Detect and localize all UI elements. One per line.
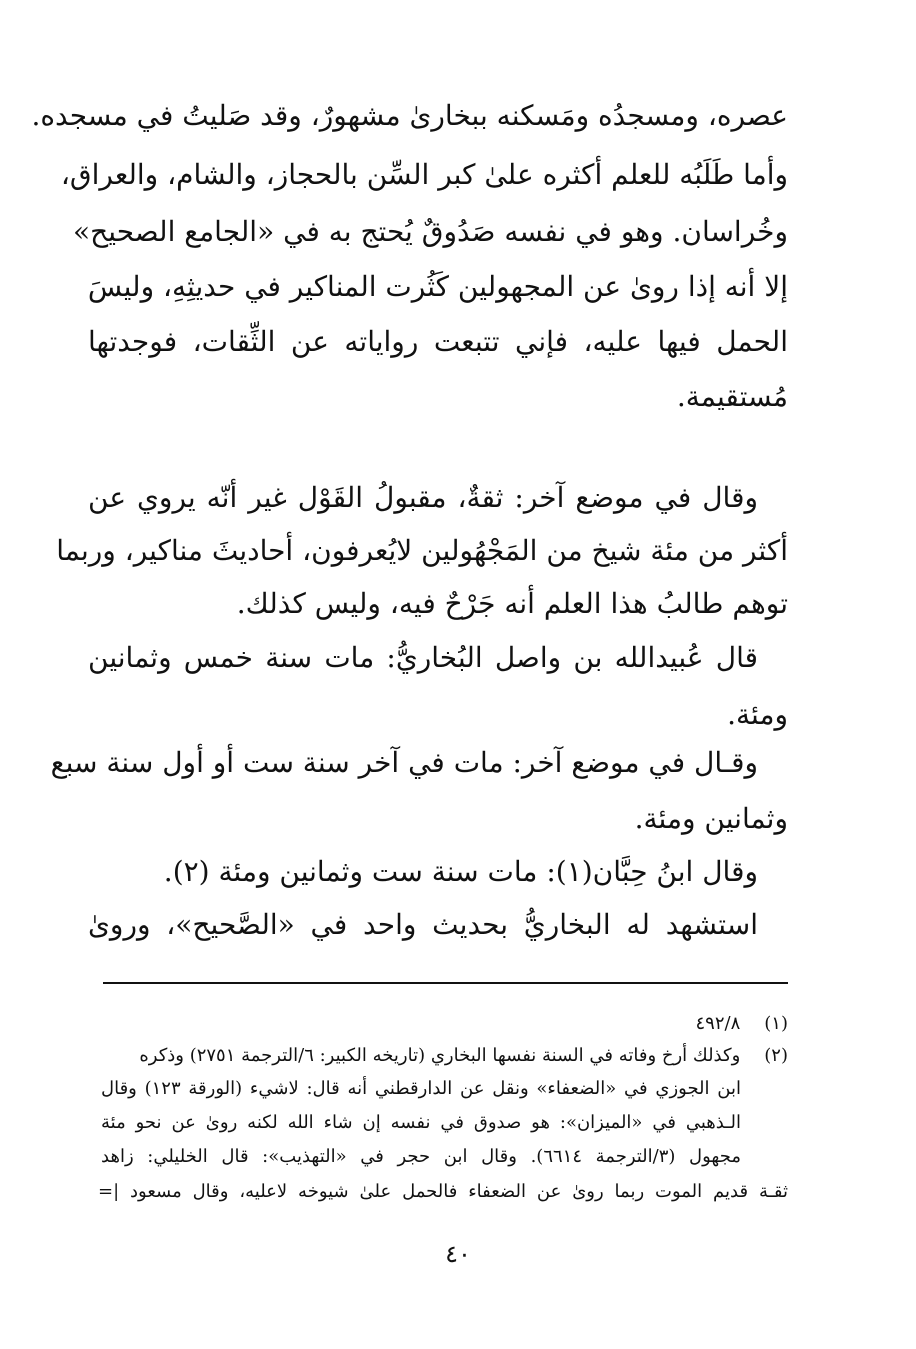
body-line: ومئة. [727, 698, 788, 731]
footnote-line: مجهول (٣/الترجمة ٦٦١٤). وقال ابن حجر في «التهذيب»: قال الخليلي: زاهد [101, 1146, 741, 1167]
footnote-number: (٢) [764, 1045, 788, 1066]
body-line: إلا أنه إذا روىٰ عن المجهولين كَثُرت المناكير في حديثِهِ، وليسَ [87, 270, 788, 303]
body-line: عصره، ومسجدُه ومَسكنه ببخارىٰ مشهورٌ، وقد صَليتُ في مسجده. [31, 99, 788, 132]
body-line: وقـال في موضع آخر: مات في آخر سنة ست أو أول سنة سبع [50, 746, 758, 779]
body-line: وأما طَلَبُه للعلم أكثره علىٰ كبر السِّن بالحجاز، والشام، والعراق، [60, 158, 788, 191]
footnote-line: ابن الجوزي في «الضعفاء» ونقل عن الدارقطني أنه قال: لاشيء (الورقة ١٢٣) وقال [101, 1078, 742, 1099]
footnote-2 [98, 1042, 788, 1070]
body-line: استشهد له البخاريُّ بحديث واحد في «الصَّحيح»، وروىٰ [88, 908, 758, 941]
body-line: وثمانين ومئة. [634, 802, 788, 835]
footnote-text: ٤٩٢/٨ [695, 1013, 741, 1034]
footnote-line: الـذهبي في «الميزان»: هو صدوق في نفسه إن شاء الله لكنه روىٰ عن نحو مئة [101, 1112, 741, 1133]
body-line: قال عُبيدالله بن واصل البُخاريُّ: مات سنة خمس وثمانين [88, 641, 758, 674]
footnote-1 [98, 1010, 788, 1038]
footnote-line: ثقـة قديم الموت ربما روىٰ عن الضعفاء فالحمل علىٰ شيوخه لاعليه، وقال مسعود |= [98, 1181, 788, 1202]
footnote-number: (١) [764, 1013, 788, 1034]
body-line: أكثر من مئة شيخ من المَجْهُولين لايُعرفون، أحاديثَ مناكير، وربما [56, 534, 788, 567]
body-line: مُستقيمة. [676, 380, 788, 413]
body-line: وقال ابنُ حِبَّان(١): مات سنة ست وثمانين ومئة (٢). [163, 855, 758, 888]
footnote-divider [103, 982, 788, 984]
body-line: وخُراسان. وهو في نفسه صَدُوقٌ يُحتج به في «الجامع الصحيح» [73, 215, 788, 248]
page-number: ٤٠ [445, 1240, 471, 1268]
body-line: توهم طالبُ هذا العلم أنه جَرْحٌ فيه، وليس كذلك. [236, 587, 788, 620]
footnote-text: وكذلك أرخ وفاته في السنة نفسها البخاري (تاريخه الكبير: ٦/الترجمة ٢٧٥١) وذكره [139, 1045, 741, 1066]
body-line: الحمل فيها عليه، فإني تتبعت رواياته عن الثِّقات، فوجدتها [88, 325, 788, 358]
body-line: وقال في موضع آخر: ثقةٌ، مقبولُ القَوْل غير أنّه يروي عن [88, 481, 758, 514]
